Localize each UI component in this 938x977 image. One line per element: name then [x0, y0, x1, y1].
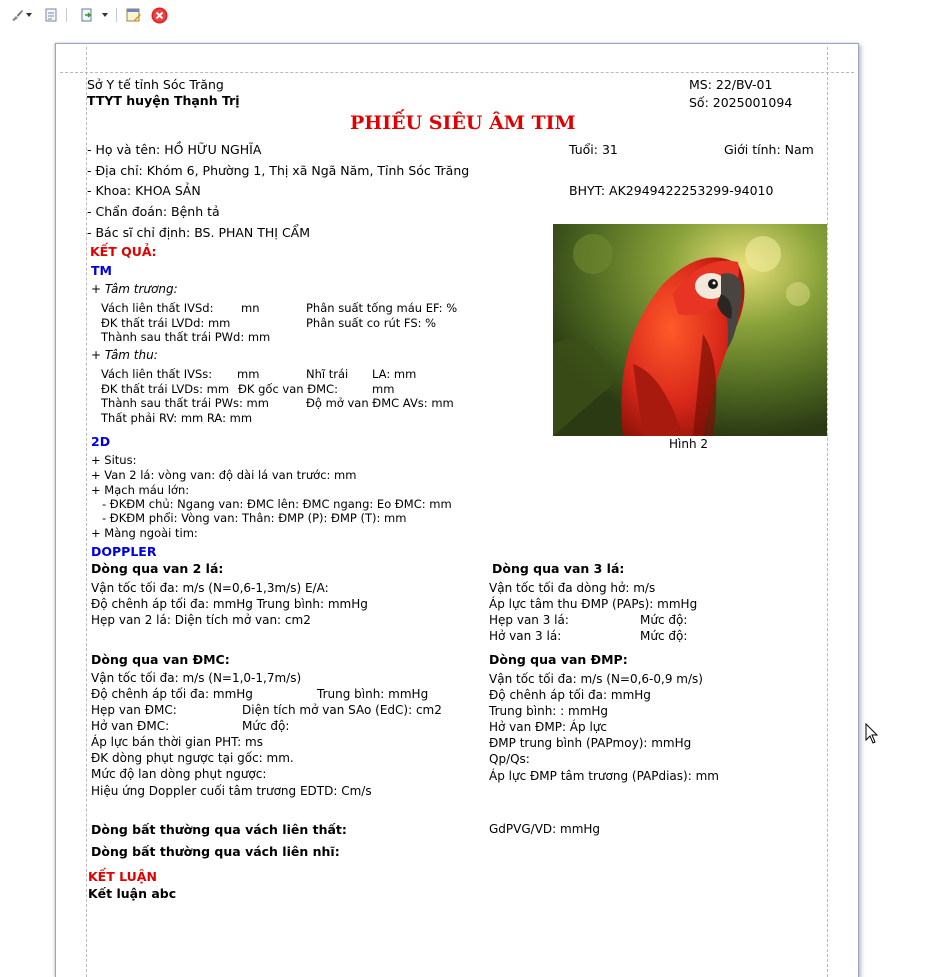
chevron-down-icon: [102, 13, 108, 17]
lvds-value: ĐK thất trái LVDs: mm: [101, 382, 230, 396]
aortic-velocity: Vận tốc tối đa: m/s (N=1,0-1,7m/s): [91, 671, 302, 685]
great-vessels-line: + Mạch máu lớn:: [91, 483, 190, 497]
gdpvg-value: GdPVG/VD: mmHg: [489, 822, 601, 836]
tricuspid-doppler-heading: Dòng qua van 3 lá:: [492, 561, 625, 576]
tricuspid-regurgitation: Hở van 3 lá:: [489, 629, 562, 643]
ivss-label: Vách liên thất IVSs:: [101, 367, 213, 381]
pulmonic-mean: Trung bình: : mmHg: [489, 704, 609, 718]
la-label: Nhĩ trái: [306, 367, 349, 381]
aortic-mean-gradient: Trung bình: mmHg: [317, 687, 429, 701]
close-red-icon: [151, 7, 168, 24]
document-button[interactable]: [44, 6, 58, 24]
aortic-root-label: ĐK gốc van ĐMC:: [238, 382, 338, 396]
regurgitant-jet-width: ĐK dòng phụt ngược tại gốc: mm.: [91, 751, 294, 765]
report-toolbar: [0, 0, 938, 30]
mitral-valve-line: + Van 2 lá: vòng van: độ dài lá van trước: mm: [91, 468, 357, 482]
margin-guide-top: [60, 72, 854, 73]
pwd-value: Thành sau thất trái PWd: mm: [101, 330, 271, 344]
patient-department: - Khoa: KHOA SẢN: [87, 183, 201, 198]
pulmonic-gradient: Độ chênh áp tối đa: mmHg: [489, 688, 651, 702]
chevron-down-icon: [26, 13, 32, 17]
close-report-button[interactable]: [151, 6, 168, 24]
lvdd-value: ĐK thất trái LVDd: mm: [101, 316, 231, 330]
ivsd-label: Vách liên thất IVSd:: [101, 301, 214, 315]
twod-heading: 2D: [91, 434, 111, 449]
systole-heading: + Tâm thu:: [91, 348, 158, 362]
referring-doctor: - Bác sĩ chỉ định: BS. PHAN THỊ CẨM: [87, 225, 311, 240]
edit-page-button[interactable]: [126, 6, 142, 24]
results-heading: KẾT QUẢ:: [90, 244, 157, 259]
aortic-regurgitation-grade: Mức độ:: [242, 719, 290, 733]
margin-guide-right: [827, 47, 828, 977]
paps-value: Áp lực tâm thu ĐMP (PAPs): mmHg: [489, 597, 698, 611]
patient-gender: Giới tính: Nam: [724, 142, 814, 157]
patient-name: - Họ và tên: HỒ HỮU NGHĨA: [87, 142, 262, 157]
page-title: PHIẾU SIÊU ÂM TIM: [350, 112, 576, 134]
aortic-root-unit: mm: [372, 382, 395, 396]
mitral-gradient: Độ chênh áp tối đa: mmHg Trung bình: mmHg: [91, 597, 368, 611]
edit-page-icon: [126, 7, 142, 23]
tm-heading: TM: [91, 263, 112, 278]
echo-image: [553, 224, 827, 436]
brush-button[interactable]: [8, 6, 34, 24]
avs-value: Độ mở van ĐMC AVs: mm: [306, 396, 454, 410]
pulmonary-line: - ĐKĐM phổi: Vòng van: Thân: ĐMP (P): ĐMP (T): mm: [102, 511, 407, 525]
mitral-stenosis: Hẹp van 2 lá: Diện tích mở van: cm2: [91, 613, 311, 627]
patient-age: Tuổi: 31: [569, 142, 618, 157]
regurgitant-jet-extent: Mức độ lan dòng phụt ngược:: [91, 767, 267, 781]
patient-address: - Địa chỉ: Khóm 6, Phường 1, Thị xã Ngã Năm, Tỉnh Sóc Trăng: [87, 163, 470, 178]
pulmonic-doppler-heading: Dòng qua van ĐMP:: [489, 652, 628, 667]
export-icon: [80, 8, 94, 22]
pericardium-line: + Màng ngoài tim:: [91, 526, 198, 540]
doppler-heading: DOPPLER: [91, 544, 157, 559]
asd-flow: Dòng bất thường qua vách liên nhĩ:: [91, 844, 340, 859]
pulmonic-regurgitation: Hở van ĐMP: Áp lực: [489, 720, 607, 734]
la-value: LA: mm: [372, 367, 417, 381]
tricuspid-regurgitation-grade: Mức độ:: [640, 629, 688, 643]
pht-value: Áp lực bán thời gian PHT: ms: [91, 735, 263, 749]
rv-ra-value: Thất phải RV: mm RA: mm: [101, 411, 253, 425]
ivsd-unit: mn: [241, 301, 260, 315]
org-line-1: Sở Y tế tỉnh Sóc Trăng: [87, 77, 224, 92]
tricuspid-stenosis: Hẹp van 3 lá:: [489, 613, 569, 627]
report-number: Số: 2025001094: [689, 95, 793, 110]
papdias-value: Áp lực ĐMP tâm trương (PAPdias): mm: [489, 769, 719, 783]
aorta-line: - ĐKĐM chủ: Ngang van: ĐMC lên: ĐMC ngang: Eo ĐMC: mm: [102, 497, 452, 511]
pulmonic-velocity: Vận tốc tối đa: m/s (N=0,6-0,9 m/s): [489, 672, 703, 686]
diagnosis: - Chẩn đoán: Bệnh tả: [87, 204, 220, 219]
fs-value: Phân suất co rút FS: %: [306, 316, 437, 330]
brush-icon: [10, 8, 24, 22]
mitral-velocity: Vận tốc tối đa: m/s (N=0,6-1,3m/s) E/A:: [91, 581, 329, 595]
conclusion-text: Kết luận abc: [88, 886, 177, 901]
toolbar-separator: [116, 8, 117, 22]
conclusion-heading: KẾT LUẬN: [88, 869, 157, 884]
situs-line: + Situs:: [91, 453, 137, 467]
export-button[interactable]: [78, 6, 110, 24]
parrot-image: [553, 224, 827, 436]
document-icon: [45, 8, 57, 22]
insurance-number: BHYT: AK2949422253299-94010: [569, 183, 774, 198]
image-caption: Hình 2: [669, 437, 709, 451]
qp-qs-value: Qp/Qs:: [489, 752, 530, 766]
ivss-unit: mm: [237, 367, 260, 381]
toolbar-separator: [66, 8, 67, 22]
org-line-2: TTYT huyện Thạnh Trị: [87, 93, 240, 108]
form-code: MS: 22/BV-01: [689, 77, 773, 92]
tricuspid-velocity: Vận tốc tối đa dòng hở: m/s: [489, 581, 656, 595]
aortic-doppler-heading: Dòng qua van ĐMC:: [91, 652, 230, 667]
ef-value: Phân suất tống máu EF: %: [306, 301, 458, 315]
aortic-regurgitation: Hở van ĐMC:: [91, 719, 170, 733]
mouse-cursor-icon: [865, 723, 879, 749]
pws-value: Thành sau thất trái PWs: mm: [101, 396, 269, 410]
diastole-heading: + Tâm trương:: [91, 282, 178, 296]
vsd-flow: Dòng bất thường qua vách liên thất:: [91, 822, 347, 837]
edtd-value: Hiệu ứng Doppler cuối tâm trương EDTD: Cm/s: [91, 784, 372, 798]
mitral-doppler-heading: Dòng qua van 2 lá:: [91, 561, 224, 576]
aortic-valve-area: Diện tích mở van SAo (EdC): cm2: [242, 703, 442, 717]
papmoy-value: ĐMP trung bình (PAPmoy): mmHg: [489, 736, 692, 750]
aortic-gradient: Độ chênh áp tối đa: mmHg: [91, 687, 253, 701]
aortic-stenosis: Hẹp van ĐMC:: [91, 703, 177, 717]
tricuspid-stenosis-grade: Mức độ:: [640, 613, 688, 627]
